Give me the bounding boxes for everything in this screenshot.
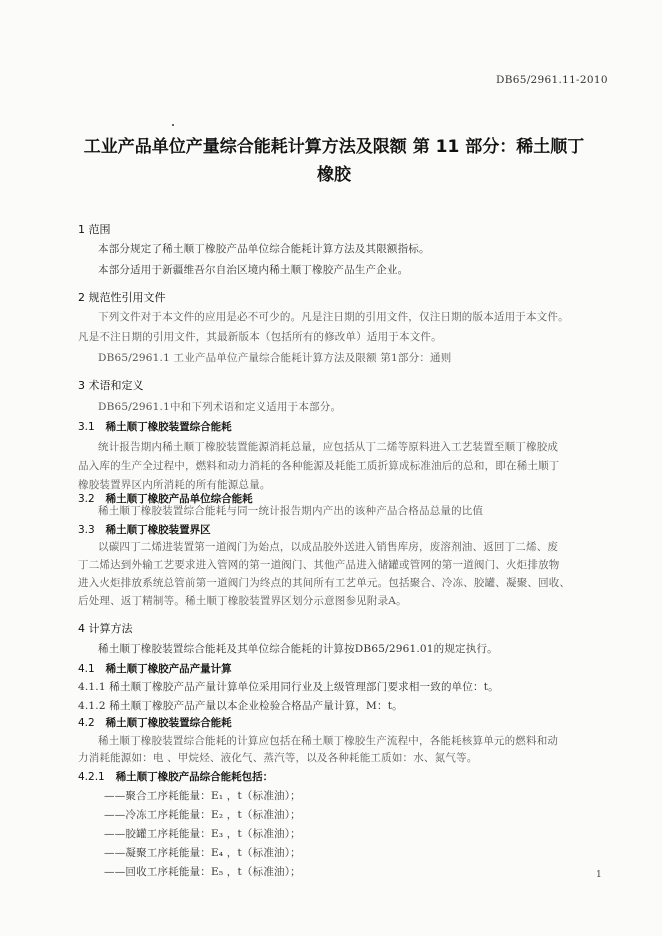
terms-intro: DB65/2961.1中和下列术语和定义适用于本部分。 — [98, 401, 342, 413]
term-3-1-text-c: 橡胶装置界区内所消耗的所有能源总量。 — [78, 479, 271, 491]
clause-4-2-1-number: 4.2.1 — [78, 771, 105, 783]
clause-4-2-title: 稀土顺丁橡胶装置综合能耗 — [105, 717, 232, 729]
document-title-line-2: 橡胶 — [317, 165, 351, 185]
section-heading-calculation: 4 计算方法 — [78, 622, 133, 635]
term-3-3-number: 3.3 — [78, 524, 95, 536]
list-item: ——聚合工序耗能量：E₁ ，t（标准油）； — [104, 790, 301, 802]
section-heading-scope: 1 范围 — [78, 223, 111, 236]
clause-4-1-1: 4.1.1 稀土顺丁橡胶产品产量计算单位采用同行业及上级管理部门要求相一致的单位：t。 — [78, 681, 499, 693]
term-3-3-text-a: 以碳四丁二烯进装置第一道阀门为始点，以成品胶外送进入销售库房，废溶剂油、返回丁二烯、废 — [98, 541, 559, 553]
term-3-1-heading — [78, 419, 232, 434]
document-title-line-1: 工业产品单位产量综合能耗计算方法及限额 第 11 部分：稀土顺丁 — [83, 137, 585, 157]
clause-4-2-heading — [78, 715, 232, 730]
list-item: ——冷冻工序耗能量：E₂ ，t（标准油）； — [104, 809, 301, 821]
clause-4-2-text-b: 力消耗能源如：电 、甲烷烃、液化气、蒸汽等，以及各种耗能工质如：水、氮气等。 — [78, 752, 478, 764]
term-3-3-heading — [78, 522, 211, 537]
references-paragraph-2: DB65/2961.1 工业产品单位产量综合能耗计算方法及限额 第1部分：通则 — [98, 352, 452, 364]
scan-speck — [172, 124, 174, 126]
references-paragraph-1a: 下列文件对于本文件的应用是必不可少的。凡是注日期的引用文件，仅注日期的版本适用于本文件。 — [98, 311, 569, 323]
clause-4-2-1-title: 稀土顺丁橡胶产品综合能耗包括： — [115, 771, 274, 783]
document-id: DB65/2961.11-2010 — [496, 74, 608, 86]
term-3-3-text-b: 丁二烯达到外输工艺要求进入管网的第一道阀门、其他产品进入储罐或管网的第一道阀门、火炬排放物 — [78, 559, 560, 571]
references-paragraph-1b: 凡是不注日期的引用文件，其最新版本（包括所有的修改单）适用于本文件。 — [78, 331, 442, 343]
term-3-3-title: 稀土顺丁橡胶装置界区 — [105, 524, 211, 536]
section-heading-terms: 3 术语和定义 — [78, 379, 144, 392]
term-3-1-text-b: 品入库的生产全过程中，燃料和动力消耗的各种能源及耗能工质折算成标准油后的总和，即在稀土顺丁 — [78, 460, 560, 472]
term-3-2-title: 稀土顺丁橡胶产品单位综合能耗 — [105, 493, 253, 505]
term-3-1-title: 稀土顺丁橡胶装置综合能耗 — [105, 421, 232, 433]
section-heading-normative-references: 2 规范性引用文件 — [78, 291, 166, 304]
clause-4-1-heading — [78, 661, 232, 676]
clause-4-1-number: 4.1 — [78, 663, 95, 675]
clause-4-2-text-a: 稀土顺丁橡胶装置综合能耗的计算应包括在稀土顺丁橡胶生产流程中，各能耗核算单元的燃料和动 — [98, 735, 559, 747]
list-item: ——回收工序耗能量：E₅ ，t（标准油）； — [104, 866, 301, 878]
term-3-2-text: 稀土顺丁橡胶装置综合能耗与同一统计报告期内产出的该种产品合格品总量的比值 — [98, 505, 484, 517]
list-item: ——胶罐工序耗能量：E₃ ，t（标准油）； — [104, 828, 301, 840]
term-3-1-number: 3.1 — [78, 421, 95, 433]
list-item: ——凝聚工序耗能量：E₄ ，t（标准油）； — [104, 847, 301, 859]
calculation-intro: 稀土顺丁橡胶装置综合能耗及其单位综合能耗的计算按DB65/2961.01的规定执行。 — [98, 643, 498, 655]
term-3-3-text-c: 进入火炬排放系统总管前第一道阀门为终点的其间所有工艺单元。包括聚合、冷冻、胶罐、凝聚、回收、 — [78, 577, 571, 589]
scope-paragraph-2: 本部分适用于新疆维吾尔自治区境内稀土顺丁橡胶产品生产企业。 — [98, 264, 409, 276]
clause-4-2-number: 4.2 — [78, 717, 95, 729]
term-3-3-text-d: 后处理、返丁精制等。稀土顺丁橡胶装置界区划分示意图参见附录A。 — [78, 595, 407, 607]
clause-4-2-1-heading — [78, 769, 273, 784]
page-number: 1 — [596, 870, 602, 880]
clause-4-1-2: 4.1.2 稀土顺丁橡胶产品产量以本企业检验合格品产量计算，M：t。 — [78, 700, 403, 712]
clause-4-1-title: 稀土顺丁橡胶产品产量计算 — [105, 663, 232, 675]
scope-paragraph-1: 本部分规定了稀土顺丁橡胶产品单位综合能耗计算方法及其限额指标。 — [98, 243, 430, 255]
term-3-2-number: 3.2 — [78, 493, 95, 505]
term-3-1-text-a: 统计报告期内稀土顺丁橡胶装置能源消耗总量，应包括从丁二烯等原料进入工艺装置至顺丁橡胶成 — [98, 441, 559, 453]
